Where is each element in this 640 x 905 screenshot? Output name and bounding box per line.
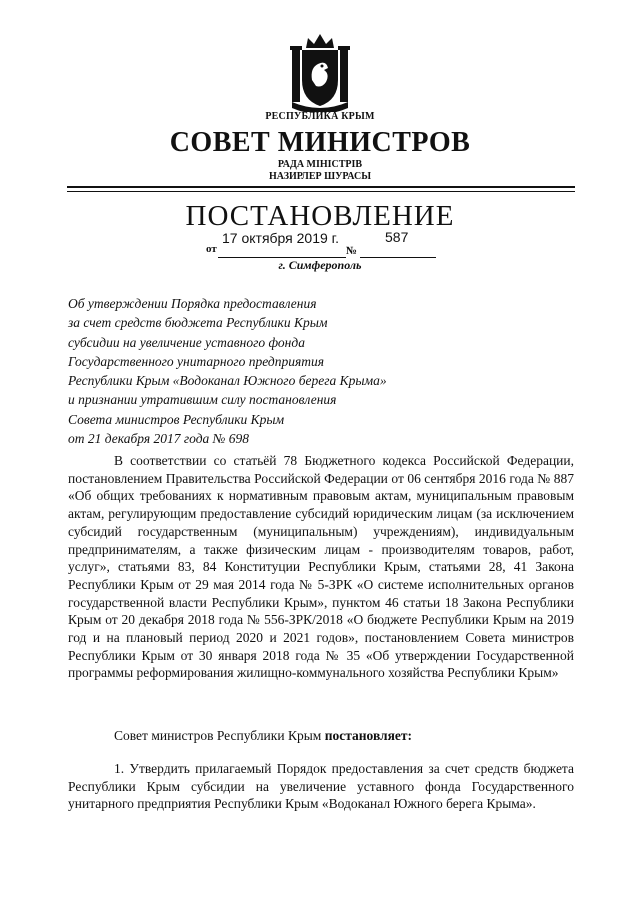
city-name: г. Симферополь xyxy=(278,258,362,272)
document-date: 17 октября 2019 г. xyxy=(222,230,339,246)
subject-line: Государственного унитарного предприятия xyxy=(68,353,325,369)
document-subject xyxy=(68,294,448,448)
header-divider-thick xyxy=(67,186,575,188)
republic-name: РЕСПУБЛИКА КРЫМ xyxy=(265,111,375,122)
resolution-text: Совет министров Республики Крым xyxy=(114,728,325,743)
subject-line: Об утверждении Порядка предоставления xyxy=(68,296,317,311)
date-prefix: от xyxy=(206,243,217,255)
subject-line: Совета министров Республики Крым xyxy=(68,411,285,427)
document-number: 587 xyxy=(385,229,409,245)
subject-line: и признании утратившим силу постановления xyxy=(68,392,337,408)
council-name: СОВЕТ МИНИСТРОВ xyxy=(169,127,471,158)
coat-of-arms-icon xyxy=(288,30,352,112)
header-divider-thin xyxy=(67,191,575,192)
subject-line: субсидии на увеличение уставного фонда xyxy=(68,334,305,350)
document-title: ПОСТАНОВЛЕНИЕ xyxy=(185,200,455,232)
subject-line: Республики Крым «Водоканал Южного берега Крыма» xyxy=(68,373,387,389)
clause-1-paragraph: 1. Утвердить прилагаемый Порядок предоставления за счет средств бюджета Республики Крым субсидии на увеличение уставного фонда Государственного унитарного предприятия Республики Крым «Водоканал Южного берега Крыма». xyxy=(68,761,574,812)
number-sign: № xyxy=(346,245,358,257)
council-name-ukrainian: РАДА МІНІСТРІВ xyxy=(277,159,363,170)
council-name-crimean-tatar: НАЗИРЛЕР ШУРАСЫ xyxy=(268,171,372,182)
resolution-paragraph xyxy=(68,727,574,745)
preamble-paragraph: В соответствии со статьёй 78 Бюджетного кодекса Российской Федерации, постановлением Правительства Российской Федерации от 06 сентября 2016 года № 887 «Об общих требованиях к нормативным правовым актам, муниципальным правовым актам, регулирующим предоставление субсидий юридическим лицам (за исключением субсидий государственным (муниципальным) учреждениям), индивидуальным предпринимателям, а также физическим лицам - производителям товаров, работ, услуг», статьями 83, 84 Конституции Республики Крым, статьями 28, 41 Закона Республики Крым от 29 мая 2014 года № 5-ЗРК «О системе исполнительных органов государственной власти Республики Крым», пунктом 46 статьи 18 Закона Республики Крым от 20 декабря 2018 года № 556-ЗРК/2018 «О бюджете Республики Крым на 2019 год и на плановый период 2020 и 2021 годов», постановлением Совета министров Республики Крым от 30 января 2018 года № 35 «Об утверждении Государственной программы реформирования жилищно-коммунального хозяйства Республики Крым» xyxy=(68,453,574,681)
subject-line: от 21 декабря 2017 года № 698 xyxy=(68,431,249,447)
resolution-verb: постановляет: xyxy=(324,728,413,743)
subject-line: за счет средств бюджета Республики Крым xyxy=(68,315,328,331)
